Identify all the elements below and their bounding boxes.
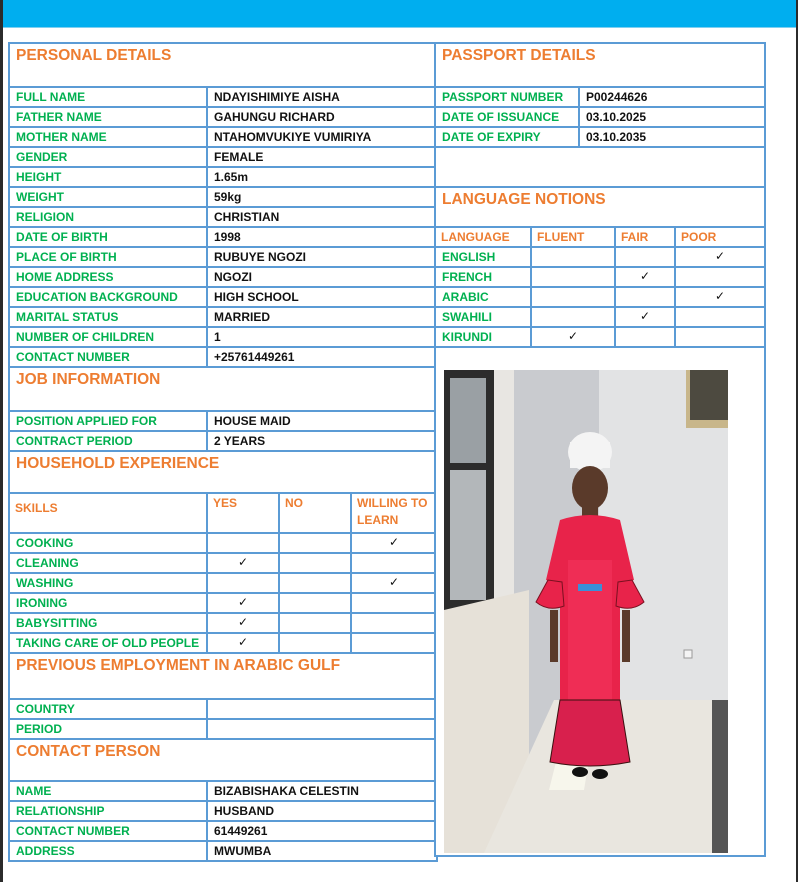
applicant-photo-image bbox=[444, 370, 728, 853]
field-value: 1.65m bbox=[206, 166, 438, 188]
skill-willing-cell: ✓ bbox=[350, 532, 438, 554]
section-title-household-experience: HOUSEHOLD EXPERIENCE bbox=[8, 450, 438, 494]
skill-no-cell bbox=[278, 612, 352, 634]
language-header-poor: POOR bbox=[674, 226, 766, 248]
skill-willing-cell bbox=[350, 612, 438, 634]
field-label: MARITAL STATUS bbox=[8, 306, 208, 328]
section-title-language-notions: LANGUAGE NOTIONS bbox=[434, 186, 766, 228]
field-value bbox=[206, 718, 438, 740]
skill-willing-cell: ✓ bbox=[350, 572, 438, 594]
field-label: WEIGHT bbox=[8, 186, 208, 208]
skills-header-yes: YES bbox=[206, 492, 280, 534]
field-value: FEMALE bbox=[206, 146, 438, 168]
field-label: MOTHER NAME bbox=[8, 126, 208, 148]
field-label: EDUCATION BACKGROUND bbox=[8, 286, 208, 308]
field-label: GENDER bbox=[8, 146, 208, 168]
language-fluent-cell bbox=[530, 286, 616, 308]
skill-yes-cell: ✓ bbox=[206, 592, 280, 614]
field-value: MWUMBA bbox=[206, 840, 438, 862]
language-poor-cell: ✓ bbox=[674, 286, 766, 308]
language-name: ENGLISH bbox=[434, 246, 532, 268]
skill-yes-cell: ✓ bbox=[206, 552, 280, 574]
field-label: PASSPORT NUMBER bbox=[434, 86, 580, 108]
section-title-previous-employment: PREVIOUS EMPLOYMENT IN ARABIC GULF bbox=[8, 652, 438, 700]
field-label: FATHER NAME bbox=[8, 106, 208, 128]
field-label: ADDRESS bbox=[8, 840, 208, 862]
field-value: RUBUYE NGOZI bbox=[206, 246, 438, 268]
field-label: RELATIONSHIP bbox=[8, 800, 208, 822]
field-value: 1998 bbox=[206, 226, 438, 248]
language-poor-cell: ✓ bbox=[674, 246, 766, 268]
field-value: 1 bbox=[206, 326, 438, 348]
section-title-personal-details: PERSONAL DETAILS bbox=[8, 42, 438, 88]
skill-no-cell bbox=[278, 592, 352, 614]
field-label: DATE OF BIRTH bbox=[8, 226, 208, 248]
field-value: NTAHOMVUKIYE VUMIRIYA bbox=[206, 126, 438, 148]
skills-header-willing: WILLING TO LEARN bbox=[350, 492, 438, 534]
language-fair-cell bbox=[614, 286, 676, 308]
language-poor-cell bbox=[674, 266, 766, 288]
skill-no-cell bbox=[278, 632, 352, 654]
skill-yes-cell: ✓ bbox=[206, 612, 280, 634]
language-name: SWAHILI bbox=[434, 306, 532, 328]
skill-yes-cell: ✓ bbox=[206, 632, 280, 654]
language-fluent-cell bbox=[530, 266, 616, 288]
language-fair-cell: ✓ bbox=[614, 266, 676, 288]
field-label: CONTACT NUMBER bbox=[8, 346, 208, 368]
field-value: P00244626 bbox=[578, 86, 766, 108]
skill-willing-cell bbox=[350, 552, 438, 574]
field-value: GAHUNGU RICHARD bbox=[206, 106, 438, 128]
skill-name: CLEANING bbox=[8, 552, 208, 574]
language-name: FRENCH bbox=[434, 266, 532, 288]
field-label: PLACE OF BIRTH bbox=[8, 246, 208, 268]
language-header-language: LANGUAGE bbox=[434, 226, 532, 248]
skill-no-cell bbox=[278, 552, 352, 574]
skill-yes-cell bbox=[206, 532, 280, 554]
field-value: CHRISTIAN bbox=[206, 206, 438, 228]
field-label: CONTRACT PERIOD bbox=[8, 430, 208, 452]
field-label: POSITION APPLIED FOR bbox=[8, 410, 208, 432]
applicant-photo bbox=[444, 370, 728, 853]
skill-name: BABYSITTING bbox=[8, 612, 208, 634]
field-label: HEIGHT bbox=[8, 166, 208, 188]
field-value: NGOZI bbox=[206, 266, 438, 288]
field-value: 59kg bbox=[206, 186, 438, 208]
section-title-job-information: JOB INFORMATION bbox=[8, 366, 438, 412]
blank-row bbox=[434, 146, 766, 188]
application-form bbox=[8, 42, 765, 857]
field-label: RELIGION bbox=[8, 206, 208, 228]
language-fluent-cell bbox=[530, 246, 616, 268]
skills-header-skills: SKILLS bbox=[8, 492, 208, 534]
skills-header-no: NO bbox=[278, 492, 352, 534]
field-label: PERIOD bbox=[8, 718, 208, 740]
field-value: MARRIED bbox=[206, 306, 438, 328]
field-value: BIZABISHAKA CELESTIN bbox=[206, 780, 438, 802]
language-header-fair: FAIR bbox=[614, 226, 676, 248]
window-edge-left bbox=[0, 0, 3, 882]
skill-willing-cell bbox=[350, 632, 438, 654]
field-label: FULL NAME bbox=[8, 86, 208, 108]
field-label: COUNTRY bbox=[8, 698, 208, 720]
language-name: ARABIC bbox=[434, 286, 532, 308]
field-value: +25761449261 bbox=[206, 346, 438, 368]
field-label: CONTACT NUMBER bbox=[8, 820, 208, 842]
section-title-contact-person: CONTACT PERSON bbox=[8, 738, 438, 782]
field-value: 03.10.2025 bbox=[578, 106, 766, 128]
skill-name: IRONING bbox=[8, 592, 208, 614]
skill-yes-cell bbox=[206, 572, 280, 594]
language-poor-cell bbox=[674, 306, 766, 328]
language-fluent-cell bbox=[530, 306, 616, 328]
language-name: KIRUNDI bbox=[434, 326, 532, 348]
skill-name: WASHING bbox=[8, 572, 208, 594]
field-value: NDAYISHIMIYE AISHA bbox=[206, 86, 438, 108]
field-value: HIGH SCHOOL bbox=[206, 286, 438, 308]
language-poor-cell bbox=[674, 326, 766, 348]
language-fair-cell bbox=[614, 326, 676, 348]
field-label: HOME ADDRESS bbox=[8, 266, 208, 288]
field-label: DATE OF ISSUANCE bbox=[434, 106, 580, 128]
language-fair-cell: ✓ bbox=[614, 306, 676, 328]
language-header-fluent: FLUENT bbox=[530, 226, 616, 248]
skill-no-cell bbox=[278, 532, 352, 554]
header-bar bbox=[3, 0, 796, 28]
language-fluent-cell: ✓ bbox=[530, 326, 616, 348]
language-fair-cell bbox=[614, 246, 676, 268]
skill-name: TAKING CARE OF OLD PEOPLE bbox=[8, 632, 208, 654]
field-value: 2 YEARS bbox=[206, 430, 438, 452]
field-value: 03.10.2035 bbox=[578, 126, 766, 148]
field-label: DATE OF EXPIRY bbox=[434, 126, 580, 148]
field-value: HUSBAND bbox=[206, 800, 438, 822]
skill-no-cell bbox=[278, 572, 352, 594]
skill-willing-cell bbox=[350, 592, 438, 614]
field-value bbox=[206, 698, 438, 720]
section-title-passport-details: PASSPORT DETAILS bbox=[434, 42, 766, 88]
skill-name: COOKING bbox=[8, 532, 208, 554]
field-label: NUMBER OF CHILDREN bbox=[8, 326, 208, 348]
field-value: 61449261 bbox=[206, 820, 438, 842]
field-value: HOUSE MAID bbox=[206, 410, 438, 432]
field-label: NAME bbox=[8, 780, 208, 802]
